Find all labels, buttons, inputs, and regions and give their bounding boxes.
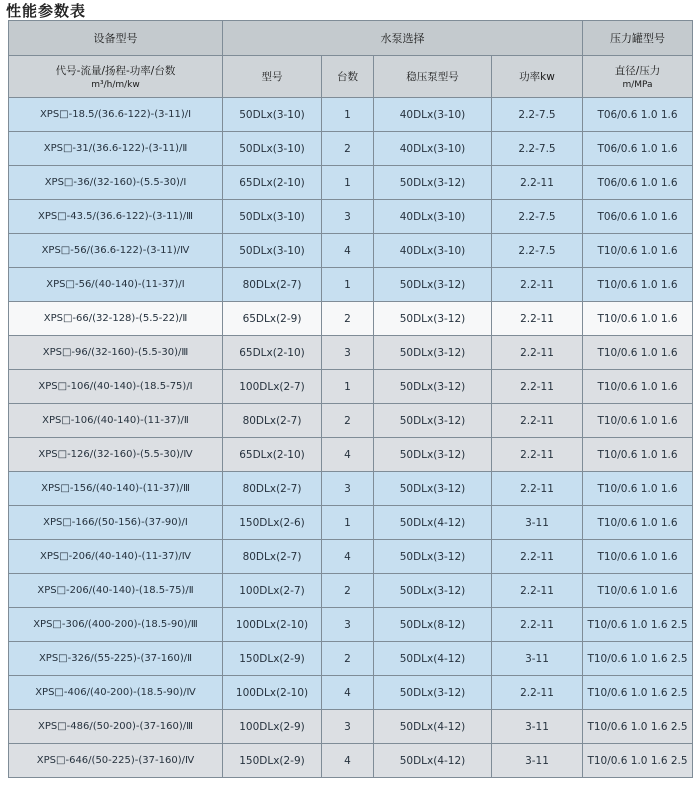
- cell-model: XPS□-646/(50-225)-(37-160)/Ⅳ: [9, 744, 223, 778]
- cell-model: XPS□-96/(32-160)-(5.5-30)/Ⅲ: [9, 336, 223, 370]
- cell-pump-count: 4: [322, 234, 374, 268]
- cell-stabilizer-pump: 50DLx(3-12): [374, 676, 492, 710]
- cell-pump-count: 2: [322, 642, 374, 676]
- table-row: [9, 302, 693, 336]
- cell-pump-type: 50DLx(3-10): [223, 234, 322, 268]
- cell-power: 2.2-11: [492, 166, 583, 200]
- cell-pump-count: 4: [322, 744, 374, 778]
- cell-tank: T10/0.6 1.0 1.6 2.5: [583, 676, 693, 710]
- cell-model: XPS□-56/(40-140)-(11-37)/Ⅰ: [9, 268, 223, 302]
- table-row: [9, 540, 693, 574]
- column-header-stabilizer-pump: 稳压泵型号: [374, 56, 492, 98]
- cell-model: XPS□-206/(40-140)-(18.5-75)/Ⅱ: [9, 574, 223, 608]
- table-row: [9, 676, 693, 710]
- cell-model: XPS□-36/(32-160)-(5.5-30)/Ⅰ: [9, 166, 223, 200]
- cell-pump-type: 100DLx(2-7): [223, 370, 322, 404]
- cell-model: XPS□-31/(36.6-122)-(3-11)/Ⅱ: [9, 132, 223, 166]
- cell-power: 2.2-7.5: [492, 200, 583, 234]
- cell-model: XPS□-166/(50-156)-(37-90)/Ⅰ: [9, 506, 223, 540]
- cell-model: XPS□-18.5/(36.6-122)-(3-11)/Ⅰ: [9, 98, 223, 132]
- cell-model: XPS□-106/(40-140)-(18.5-75)/Ⅰ: [9, 370, 223, 404]
- cell-pump-count: 4: [322, 438, 374, 472]
- table-body: [9, 98, 693, 778]
- cell-tank: T10/0.6 1.0 1.6: [583, 370, 693, 404]
- column-header-model-unit: m³/h/m/kw: [91, 80, 140, 90]
- cell-power: 2.2-11: [492, 268, 583, 302]
- cell-pump-type: 100DLx(2-10): [223, 608, 322, 642]
- cell-pump-type: 80DLx(2-7): [223, 268, 322, 302]
- column-header-tank-unit: m/MPa: [622, 80, 653, 90]
- cell-tank: T10/0.6 1.0 1.6 2.5: [583, 608, 693, 642]
- group-header-tank: 压力罐型号: [583, 21, 693, 56]
- table-row: [9, 268, 693, 302]
- column-header-model-label: 代号-流量/扬程-功率/台数: [55, 65, 176, 77]
- cell-power: 2.2-11: [492, 404, 583, 438]
- cell-power: 2.2-11: [492, 438, 583, 472]
- cell-power: 2.2-11: [492, 608, 583, 642]
- cell-pump-type: 100DLx(2-9): [223, 710, 322, 744]
- table-row: [9, 710, 693, 744]
- table-row: [9, 336, 693, 370]
- table-row: [9, 574, 693, 608]
- cell-stabilizer-pump: 50DLx(3-12): [374, 166, 492, 200]
- cell-pump-type: 150DLx(2-6): [223, 506, 322, 540]
- column-header-model: [9, 56, 223, 98]
- cell-stabilizer-pump: 40DLx(3-10): [374, 132, 492, 166]
- cell-power: 2.2-7.5: [492, 98, 583, 132]
- cell-stabilizer-pump: 50DLx(3-12): [374, 438, 492, 472]
- table-row: [9, 166, 693, 200]
- cell-pump-type: 50DLx(3-10): [223, 132, 322, 166]
- column-header-row: [9, 56, 693, 98]
- cell-pump-count: 1: [322, 506, 374, 540]
- cell-tank: T06/0.6 1.0 1.6: [583, 132, 693, 166]
- cell-stabilizer-pump: 50DLx(3-12): [374, 540, 492, 574]
- table-row: [9, 98, 693, 132]
- cell-stabilizer-pump: 50DLx(3-12): [374, 336, 492, 370]
- cell-tank: T10/0.6 1.0 1.6: [583, 268, 693, 302]
- cell-model: XPS□-156/(40-140)-(11-37)/Ⅲ: [9, 472, 223, 506]
- cell-model: XPS□-326/(55-225)-(37-160)/Ⅱ: [9, 642, 223, 676]
- group-header-equipment: 设备型号: [9, 21, 223, 56]
- cell-pump-count: 2: [322, 574, 374, 608]
- cell-pump-count: 4: [322, 676, 374, 710]
- cell-power: 2.2-7.5: [492, 132, 583, 166]
- cell-stabilizer-pump: 50DLx(4-12): [374, 506, 492, 540]
- cell-tank: T06/0.6 1.0 1.6: [583, 98, 693, 132]
- cell-pump-type: 65DLx(2-10): [223, 166, 322, 200]
- performance-table: [8, 20, 693, 778]
- cell-tank: T10/0.6 1.0 1.6 2.5: [583, 710, 693, 744]
- column-header-power: 功率kw: [492, 56, 583, 98]
- table-row: [9, 404, 693, 438]
- group-header-pump: 水泵选择: [223, 21, 583, 56]
- table-row: [9, 200, 693, 234]
- cell-pump-type: 100DLx(2-7): [223, 574, 322, 608]
- cell-stabilizer-pump: 40DLx(3-10): [374, 98, 492, 132]
- cell-stabilizer-pump: 50DLx(8-12): [374, 608, 492, 642]
- table-row: [9, 438, 693, 472]
- cell-pump-count: 2: [322, 302, 374, 336]
- cell-tank: T10/0.6 1.0 1.6: [583, 574, 693, 608]
- group-header-row: [9, 21, 693, 56]
- cell-model: XPS□-486/(50-200)-(37-160)/Ⅲ: [9, 710, 223, 744]
- cell-stabilizer-pump: 50DLx(3-12): [374, 472, 492, 506]
- cell-pump-type: 80DLx(2-7): [223, 540, 322, 574]
- cell-tank: T10/0.6 1.0 1.6: [583, 438, 693, 472]
- cell-tank: T10/0.6 1.0 1.6: [583, 234, 693, 268]
- table-row: [9, 608, 693, 642]
- cell-tank: T10/0.6 1.0 1.6 2.5: [583, 642, 693, 676]
- cell-power: 3-11: [492, 506, 583, 540]
- cell-tank: T10/0.6 1.0 1.6: [583, 540, 693, 574]
- cell-pump-type: 80DLx(2-7): [223, 472, 322, 506]
- cell-stabilizer-pump: 50DLx(3-12): [374, 302, 492, 336]
- cell-stabilizer-pump: 50DLx(3-12): [374, 574, 492, 608]
- cell-stabilizer-pump: 50DLx(3-12): [374, 268, 492, 302]
- cell-model: XPS□-206/(40-140)-(11-37)/Ⅳ: [9, 540, 223, 574]
- cell-pump-type: 65DLx(2-10): [223, 438, 322, 472]
- cell-pump-count: 1: [322, 370, 374, 404]
- column-header-tank: [583, 56, 693, 98]
- column-header-pump-count: 台数: [322, 56, 374, 98]
- cell-tank: T10/0.6 1.0 1.6: [583, 472, 693, 506]
- cell-tank: T06/0.6 1.0 1.6: [583, 200, 693, 234]
- cell-power: 2.2-11: [492, 370, 583, 404]
- cell-tank: T10/0.6 1.0 1.6: [583, 302, 693, 336]
- cell-pump-count: 1: [322, 268, 374, 302]
- cell-model: XPS□-306/(400-200)-(18.5-90)/Ⅲ: [9, 608, 223, 642]
- cell-model: XPS□-43.5/(36.6-122)-(3-11)/Ⅲ: [9, 200, 223, 234]
- cell-pump-count: 1: [322, 166, 374, 200]
- cell-tank: T10/0.6 1.0 1.6 2.5: [583, 744, 693, 778]
- table-row: [9, 370, 693, 404]
- table-row: [9, 472, 693, 506]
- cell-pump-type: 65DLx(2-9): [223, 302, 322, 336]
- cell-pump-type: 100DLx(2-10): [223, 676, 322, 710]
- table-row: [9, 234, 693, 268]
- cell-pump-count: 4: [322, 540, 374, 574]
- cell-tank: T10/0.6 1.0 1.6: [583, 506, 693, 540]
- cell-power: 3-11: [492, 710, 583, 744]
- cell-pump-count: 3: [322, 336, 374, 370]
- cell-model: XPS□-66/(32-128)-(5.5-22)/Ⅱ: [9, 302, 223, 336]
- cell-pump-type: 50DLx(3-10): [223, 98, 322, 132]
- cell-tank: T06/0.6 1.0 1.6: [583, 166, 693, 200]
- cell-model: XPS□-56/(36.6-122)-(3-11)/Ⅳ: [9, 234, 223, 268]
- cell-power: 2.2-11: [492, 302, 583, 336]
- cell-stabilizer-pump: 40DLx(3-10): [374, 200, 492, 234]
- table-row: [9, 642, 693, 676]
- cell-power: 2.2-7.5: [492, 234, 583, 268]
- column-header-tank-label: 直径/压力: [614, 65, 661, 77]
- cell-stabilizer-pump: 50DLx(4-12): [374, 642, 492, 676]
- cell-stabilizer-pump: 50DLx(4-12): [374, 710, 492, 744]
- cell-stabilizer-pump: 50DLx(4-12): [374, 744, 492, 778]
- cell-tank: T10/0.6 1.0 1.6: [583, 404, 693, 438]
- table-row: [9, 132, 693, 166]
- table-row: [9, 506, 693, 540]
- cell-pump-type: 80DLx(2-7): [223, 404, 322, 438]
- cell-pump-type: 150DLx(2-9): [223, 744, 322, 778]
- cell-pump-type: 150DLx(2-9): [223, 642, 322, 676]
- cell-model: XPS□-126/(32-160)-(5.5-30)/Ⅳ: [9, 438, 223, 472]
- cell-model: XPS□-406/(40-200)-(18.5-90)/Ⅳ: [9, 676, 223, 710]
- cell-power: 2.2-11: [492, 574, 583, 608]
- cell-pump-count: 3: [322, 710, 374, 744]
- cell-power: 2.2-11: [492, 472, 583, 506]
- cell-power: 3-11: [492, 642, 583, 676]
- cell-pump-type: 50DLx(3-10): [223, 200, 322, 234]
- cell-pump-count: 1: [322, 98, 374, 132]
- page-title: 性能参数表: [6, 2, 87, 20]
- cell-pump-count: 2: [322, 404, 374, 438]
- cell-stabilizer-pump: 50DLx(3-12): [374, 404, 492, 438]
- cell-power: 3-11: [492, 744, 583, 778]
- table-row: [9, 744, 693, 778]
- cell-pump-count: 2: [322, 132, 374, 166]
- cell-pump-count: 3: [322, 472, 374, 506]
- cell-model: XPS□-106/(40-140)-(11-37)/Ⅱ: [9, 404, 223, 438]
- column-header-pump-type: 型号: [223, 56, 322, 98]
- cell-pump-count: 3: [322, 200, 374, 234]
- cell-power: 2.2-11: [492, 540, 583, 574]
- cell-pump-count: 3: [322, 608, 374, 642]
- cell-pump-type: 65DLx(2-10): [223, 336, 322, 370]
- cell-tank: T10/0.6 1.0 1.6: [583, 336, 693, 370]
- cell-stabilizer-pump: 50DLx(3-12): [374, 370, 492, 404]
- cell-stabilizer-pump: 40DLx(3-10): [374, 234, 492, 268]
- cell-power: 2.2-11: [492, 336, 583, 370]
- cell-power: 2.2-11: [492, 676, 583, 710]
